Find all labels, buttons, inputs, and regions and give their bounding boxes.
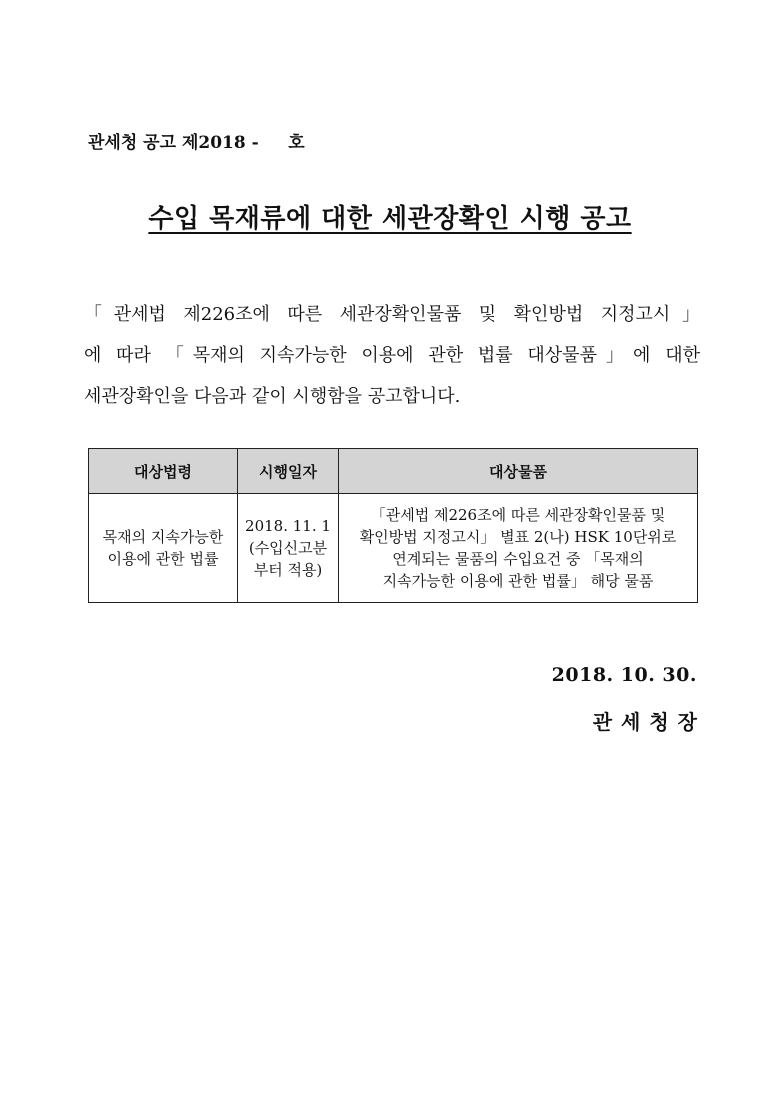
cell-date-line: 부터 적용) (253, 561, 323, 579)
document-title: 수입 목재류에 대한 세관장확인 시행 공고 (148, 204, 632, 234)
cell-items (339, 494, 698, 603)
header-law: 대상법령 (89, 449, 238, 494)
table-row (89, 494, 698, 603)
body-line-3: 세관장확인을 다음과 같이 시행함을 공고합니다. (84, 386, 461, 407)
body-line-2: 에 따라 「목재의 지속가능한 이용에 관한 법률 대상물품」에 대한 (84, 345, 700, 366)
cell-date (238, 494, 339, 603)
cell-law-line: 이용에 관한 법률 (107, 550, 219, 568)
title-container (0, 198, 780, 235)
header-items: 대상물품 (339, 449, 698, 494)
table-header-row (89, 449, 698, 494)
cell-items-line: 「관세법 제226조에 따른 세관장확인물품 및 (370, 506, 666, 524)
signer: 관세청장 (592, 710, 706, 734)
cell-items-line: 연계되는 물품의 수입요건 중 「목재의 (392, 550, 644, 568)
notice-date: 2018. 10. 30. (551, 664, 697, 686)
cell-law-line: 목재의 지속가능한 (102, 528, 224, 546)
body-line-1: 「관세법 제226조에 따른 세관장확인물품 및 확인방법 지정고시」 (84, 304, 700, 325)
body-paragraph (84, 294, 700, 417)
cell-date-line: (수입신고분 (248, 539, 328, 557)
cell-items-line: 확인방법 지정고시」 별표 2(나) HSK 10단위로 (359, 528, 677, 546)
header-date: 시행일자 (238, 449, 339, 494)
cell-items-line: 지속가능한 이용에 관한 법률」 해당 물품 (382, 572, 654, 590)
notice-number: 관세청 공고 제2018 - 호 (88, 133, 305, 153)
cell-date-line: 2018. 11. 1 (245, 517, 331, 535)
notice-table (88, 448, 698, 603)
cell-law (89, 494, 238, 603)
